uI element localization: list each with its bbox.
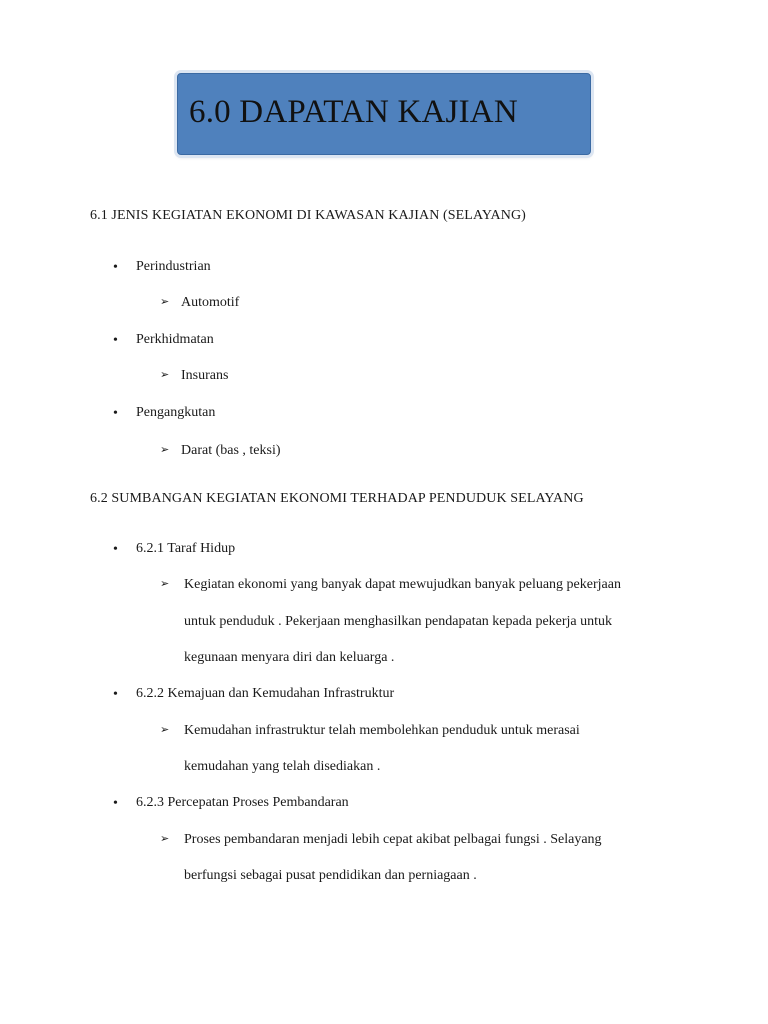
bullet-icon: •	[113, 687, 118, 702]
arrow-icon: ➢	[160, 296, 170, 308]
paragraph-line: Kegiatan ekonomi yang banyak dapat mewujudkan banyak peluang pekerjaan	[184, 577, 621, 592]
arrow-icon: ➢	[160, 724, 170, 736]
bullet-icon: •	[113, 333, 118, 348]
list-item-perkhidmatan: Perkhidmatan	[136, 332, 214, 347]
title-box	[177, 73, 591, 155]
bullet-icon: •	[113, 542, 118, 557]
section-heading-6-1: 6.1 JENIS KEGIATAN EKONOMI DI KAWASAN KAJIAN (SELAYANG)	[90, 208, 526, 223]
bullet-icon: •	[113, 406, 118, 421]
list-item-kemajuan: 6.2.2 Kemajuan dan Kemudahan Infrastruktur	[136, 686, 395, 701]
paragraph-line: Proses pembandaran menjadi lebih cepat akibat pelbagai fungsi . Selayang	[184, 832, 602, 847]
paragraph-line: berfungsi sebagai pusat pendidikan dan perniagaan .	[184, 868, 477, 883]
arrow-icon: ➢	[160, 578, 170, 590]
list-item-pengangkutan: Pengangkutan	[136, 405, 216, 420]
sub-item-automotif: Automotif	[181, 295, 240, 310]
arrow-icon: ➢	[160, 444, 170, 456]
paragraph-line: kegunaan menyara diri dan keluarga .	[184, 650, 395, 665]
sub-item-darat: Darat (bas , teksi)	[181, 443, 281, 458]
sub-item-insurans: Insurans	[181, 368, 229, 383]
list-item-percepatan: 6.2.3 Percepatan Proses Pembandaran	[136, 795, 349, 810]
paragraph-line: Kemudahan infrastruktur telah membolehkan penduduk untuk merasai	[184, 723, 580, 738]
list-item-perindustrian: Perindustrian	[136, 259, 211, 274]
bullet-icon: •	[113, 796, 118, 811]
arrow-icon: ➢	[160, 833, 170, 845]
paragraph-line: untuk penduduk . Pekerjaan menghasilkan pendapatan kepada pekerja untuk	[184, 614, 613, 629]
arrow-icon: ➢	[160, 369, 170, 381]
list-item-taraf-hidup: 6.2.1 Taraf Hidup	[136, 541, 236, 556]
paragraph-line: kemudahan yang telah disediakan .	[184, 759, 381, 774]
section-heading-6-2: 6.2 SUMBANGAN KEGIATAN EKONOMI TERHADAP PENDUDUK SELAYANG	[90, 491, 584, 506]
page-title: 6.0 DAPATAN KAJIAN	[189, 94, 518, 130]
bullet-icon: •	[113, 260, 118, 275]
